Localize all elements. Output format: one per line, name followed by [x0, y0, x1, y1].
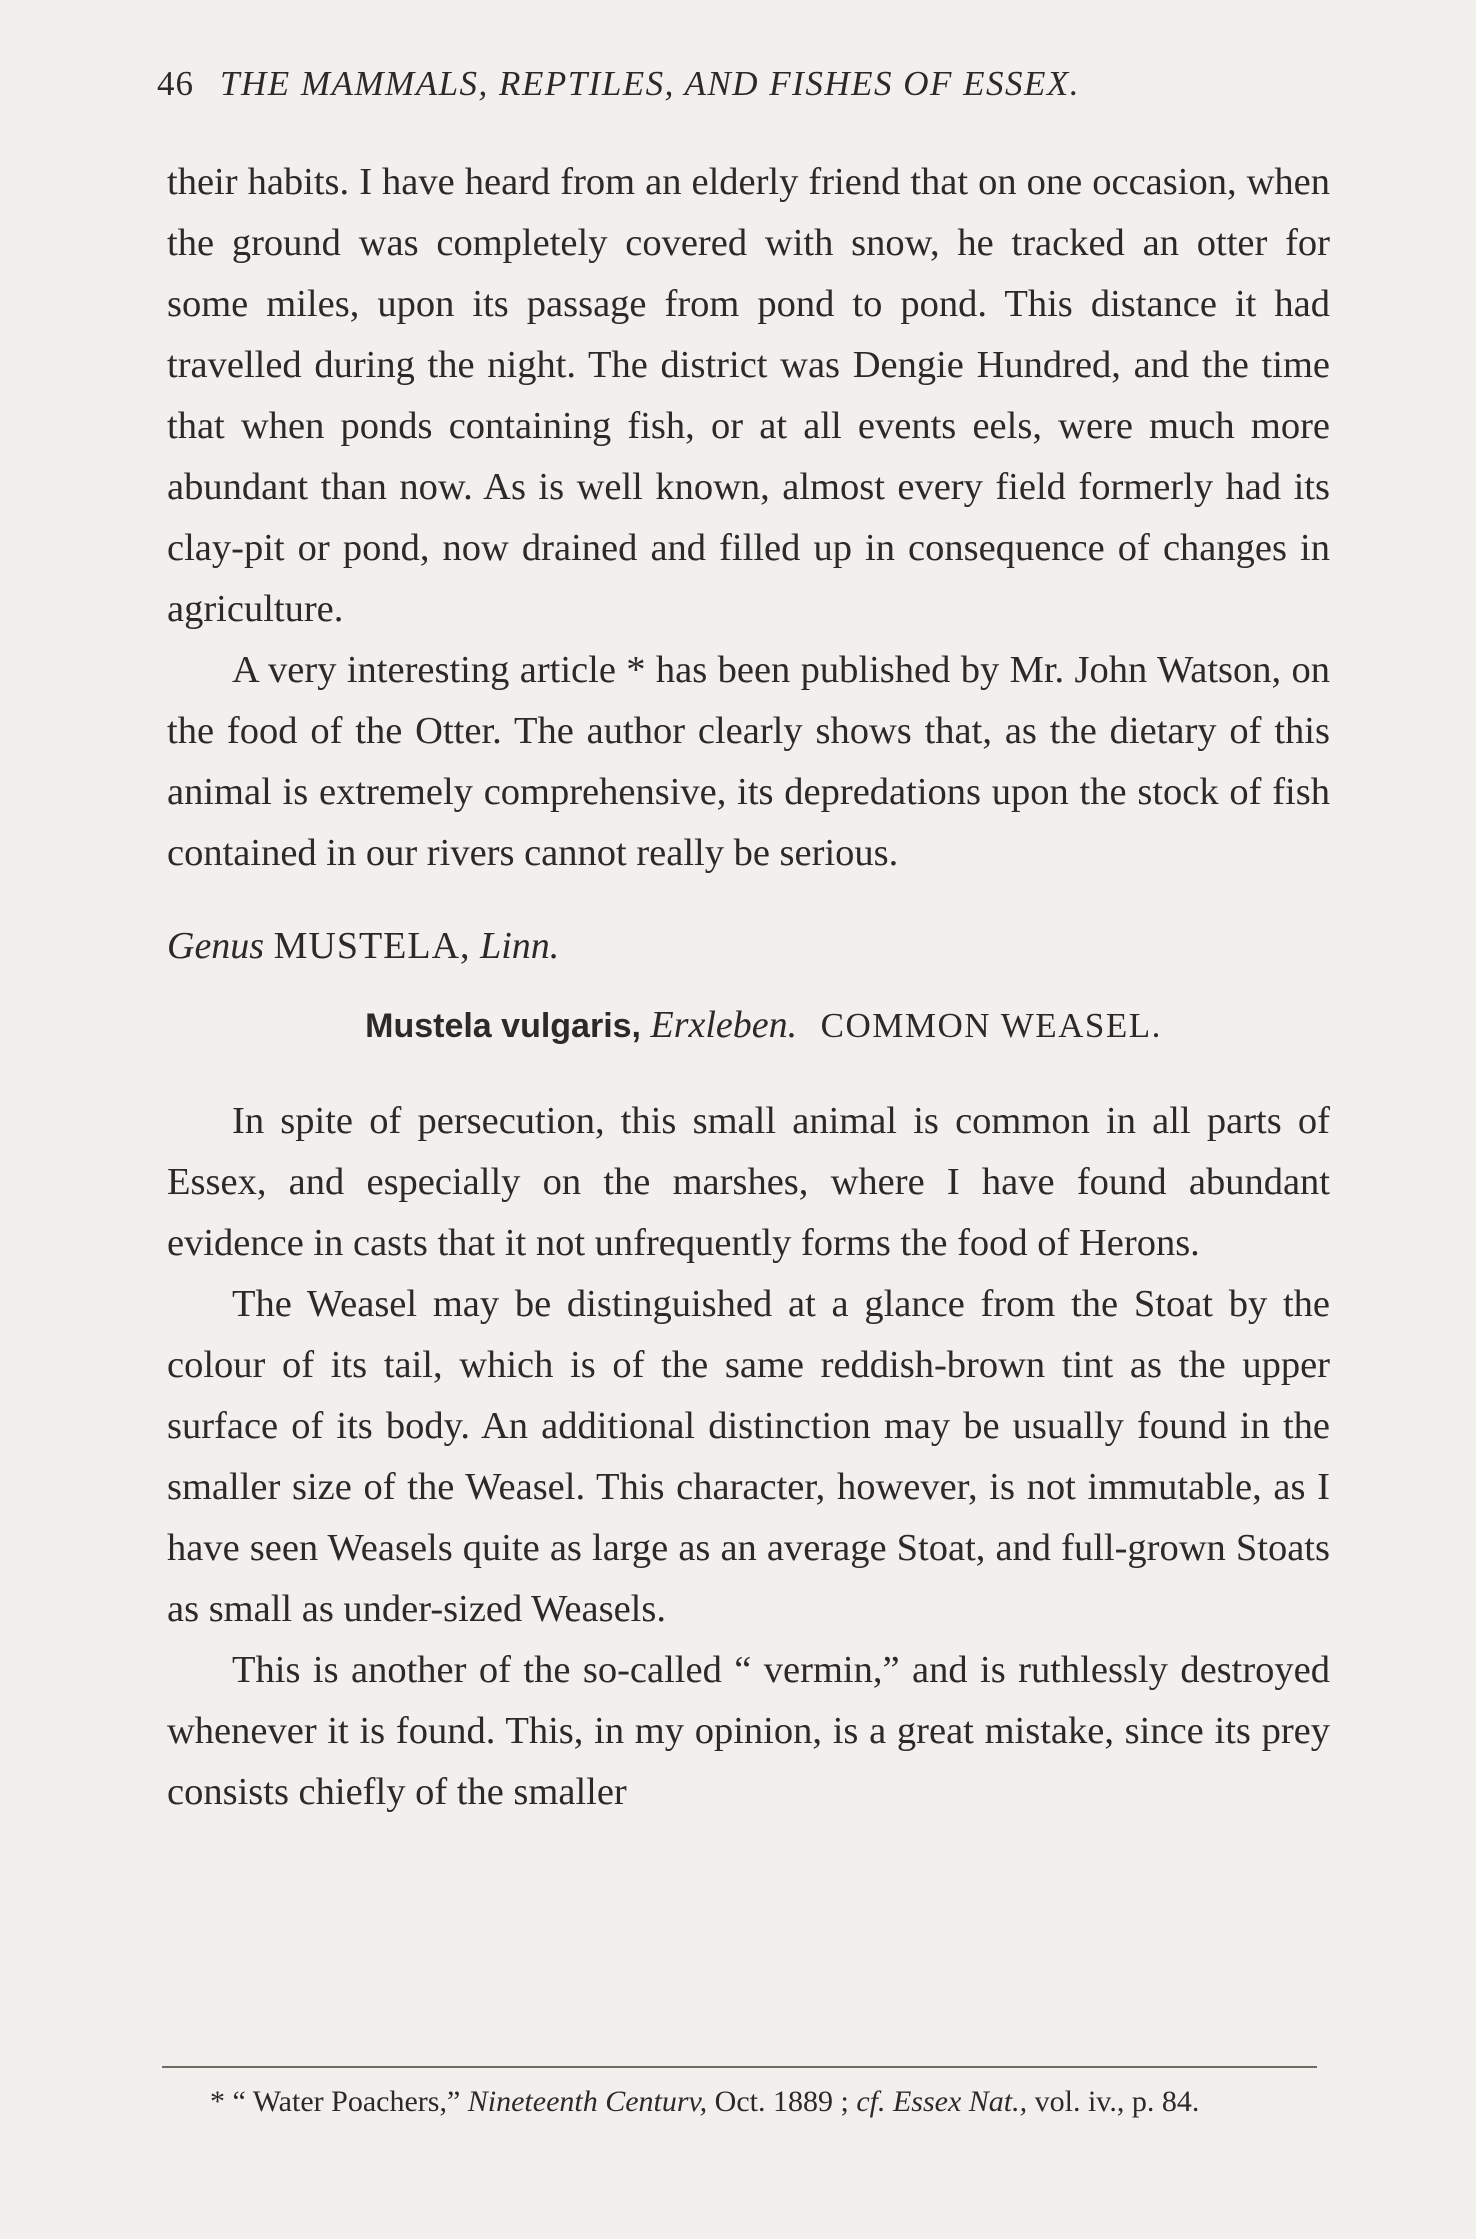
paragraph-weasel-distribution: In spite of persecution, this small animal is common in all parts of Essex, and especially on the marshes, where I have found abundant evidence in casts that it not unfrequently forms the food of Herons. — [167, 1100, 1330, 1264]
footnote-tail: vol. iv., p. 84. — [1034, 2085, 1200, 2118]
page-number: 46 — [157, 64, 194, 103]
genus-authority: Linn. — [480, 925, 560, 967]
genus-name: MUSTELA, — [273, 925, 471, 967]
paragraph-otter-habits: their habits. I have heard from an elderly friend that on one occasion, when the ground was completely covered with snow, he tracked an otter for some miles, upon its passage from pond to pond. This distance it had travelled during the night. The district was Dengie Hundred, and the time that when ponds containing fish, or at all events eels, were much more abundant than now. As is well known, almost every field formerly had its clay-pit or pond, now drained and filled up in consequence of changes in agriculture. — [167, 161, 1330, 630]
footnote-lead: * “ Water Poachers,” — [210, 2085, 461, 2118]
species-common-name: COMMON WEASEL. — [820, 1006, 1162, 1045]
running-head — [157, 64, 1317, 104]
footnote-date: Oct. 1889 ; — [714, 2085, 849, 2118]
footnote-reference: Essex Nat., — [892, 2085, 1028, 2118]
species-heading — [167, 995, 1330, 1057]
footnote — [160, 2080, 1318, 2124]
paragraph-otter-food: A very interesting article * has been published by Mr. John Watson, on the food of the Otter. The author clearly shows that, as the dietary of this animal is extremely comprehensive, its depredations upon the stock of fish contained in our rivers cannot really be serious. — [167, 649, 1330, 874]
species-authority: Erxleben. — [650, 1004, 798, 1046]
genus-label: Genus — [167, 925, 265, 967]
running-head-title: THE MAMMALS, REPTILES, AND FISHES OF ESSEX. — [220, 64, 1081, 103]
paragraph-weasel-vermin: This is another of the so-called “ vermin,” and is ruthlessly destroyed whenever it is found. This, in my opinion, is a great mistake, since its prey consists chiefly of the smaller — [167, 1649, 1330, 1813]
paragraph-weasel-identification: The Weasel may be distinguished at a glance from the Stoat by the colour of its tail, which is of the same reddish-brown tint as the upper surface of its body. An additional distinction may be usually found in the smaller size of the Weasel. This character, however, is not immutable, as I have seen Weasels quite as large as an average Stoat, and full-grown Stoats as small as under-sized Weasels. — [167, 1283, 1330, 1630]
genus-heading — [167, 916, 1330, 977]
page-body — [167, 152, 1330, 1823]
species-name: Mustela vulgaris, — [365, 1007, 641, 1045]
footnote-cf: cf. — [856, 2085, 886, 2118]
footnote-divider — [162, 2066, 1317, 2068]
footnote-journal: Nineteenth Centurv, — [467, 2085, 708, 2118]
